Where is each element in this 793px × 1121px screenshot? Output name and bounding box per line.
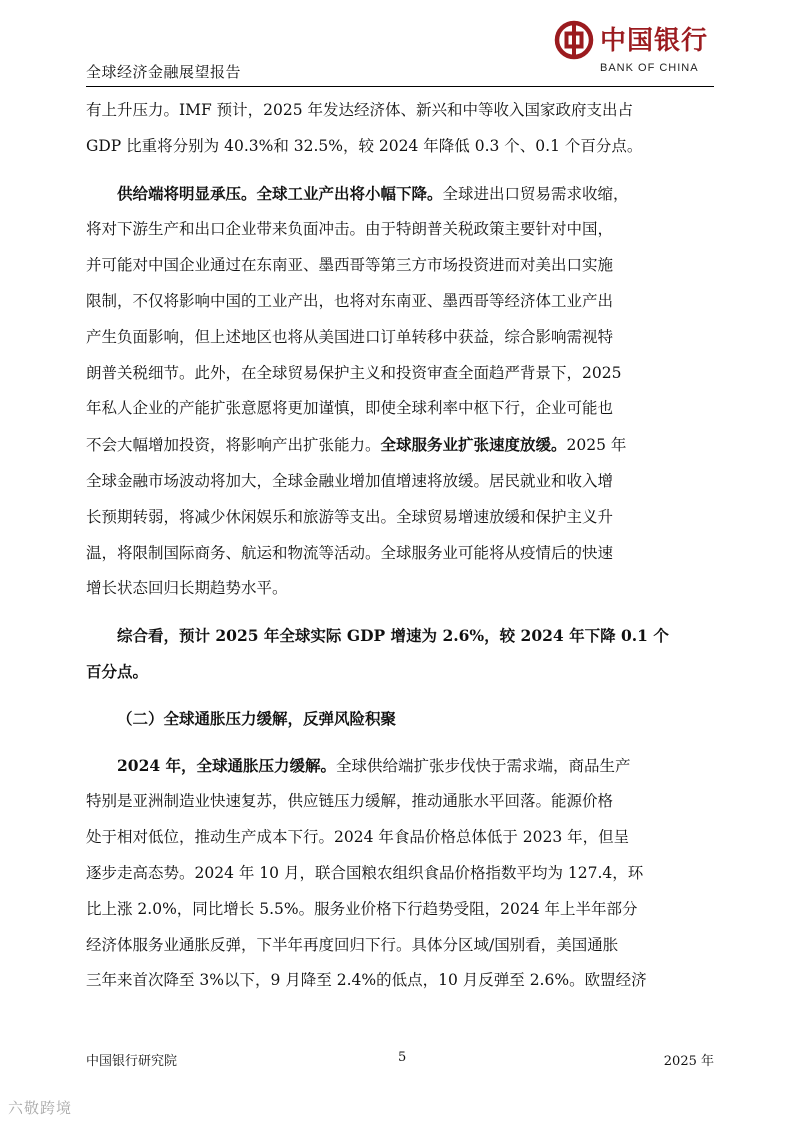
services-lead: 全球服务业扩张速度放缓。 <box>380 435 567 455</box>
bank-of-china-emblem-icon <box>554 20 594 60</box>
paragraph-inflation-2024 <box>86 748 714 1000</box>
logo-english-name: BANK OF CHINA <box>600 62 699 74</box>
inflation-text: 全球供给端扩张步伐快于需求端，商品生产 特别是亚洲制造业快速复苏，供应链压力缓解，推动通胀水平回落。能源价格 处于相对低位，推动生产成本下行。2024 年食品价格总体低于 2023 年，但呈 逐步走高态势。2024 年 10 月，联合国粮农组织食品价格指数平均为 127.4，环 比上涨 2.0%，同比增长 5.5%。服务业价格下行趋势受阻，2024 年上半年部分 经济体服务业通胀反弹，下半年再度回归下行。具体分区域/国别看，美国通胀 三年来首次降至 3%以下，9 月降至 2.4%的低点，10 月反弹至 2.6%。欧盟经济 <box>86 756 647 990</box>
footer-year: 2025 年 <box>663 1054 714 1069</box>
section-heading-inflation: （二）全球通胀压力缓解，反弹风险积聚 <box>117 708 397 728</box>
paragraph-government-spending: 有上升压力。IMF 预计，2025 年发达经济体、新兴和中等收入国家政府支出占 GDP 比重将分别为 40.3%和 32.5%，较 2024 年降低 0.3 个、0.1 个百分点。 <box>86 101 643 155</box>
supply-side-text: 全球进出口贸易需求收缩， 将对下游生产和出口企业带来负面冲击。由于特朗普关税政策主要针对中国， 并可能对中国企业通过在东南亚、墨西哥等第三方市场投资进而对美出口实施 限制，不仅将影响中国的工业产出，也将对东南亚、墨西哥等经济体工业产出 产生负面影响，但上述地区也将从美国进口订单转移中获益，综合影响需视特 朗普关税细节。此外，在全球贸易保护主义和投资审查全面趋严背景下，2025 年私人企业的产能扩张意愿将更加谨慎，即使全球利率中枢下行，企业可能也 不会大幅增加投资，将影响产出扩张能力。 <box>86 184 629 455</box>
report-body <box>86 93 714 999</box>
bank-of-china-logo <box>554 18 714 80</box>
page-footer <box>86 1050 714 1070</box>
logo-chinese-name: 中国银行 <box>600 26 709 56</box>
services-text: 2025 年 全球金融市场波动将加大，全球金融业增加值增速将放缓。居民就业和收入增 长预期转弱，将减少休闲娱乐和旅游等支出。全球贸易增速放缓和保护主义升 温，将限制国际商务、航运和物流等活动。全球服务业可能将从疫情后的快速 增长状态回归长期趋势水平。 <box>86 436 627 598</box>
footer-institute: 中国银行研究院 <box>86 1054 178 1069</box>
watermark: 六敬跨境 <box>8 1100 73 1117</box>
inflation-lead: 2024 年，全球通胀压力缓解。 <box>117 755 337 775</box>
paragraph-supply-side <box>86 176 714 608</box>
page-header <box>86 18 714 87</box>
supply-side-lead: 供给端将明显承压。全球工业产出将小幅下降。 <box>117 183 443 203</box>
report-title: 全球经济金融展望报告 <box>86 63 242 81</box>
paragraph-gdp-forecast: 综合看，预计 2025 年全球实际 GDP 增速为 2.6%，较 2024 年下降 0.1 个 百分点。 <box>86 626 669 681</box>
page-number: 5 <box>398 1050 407 1065</box>
